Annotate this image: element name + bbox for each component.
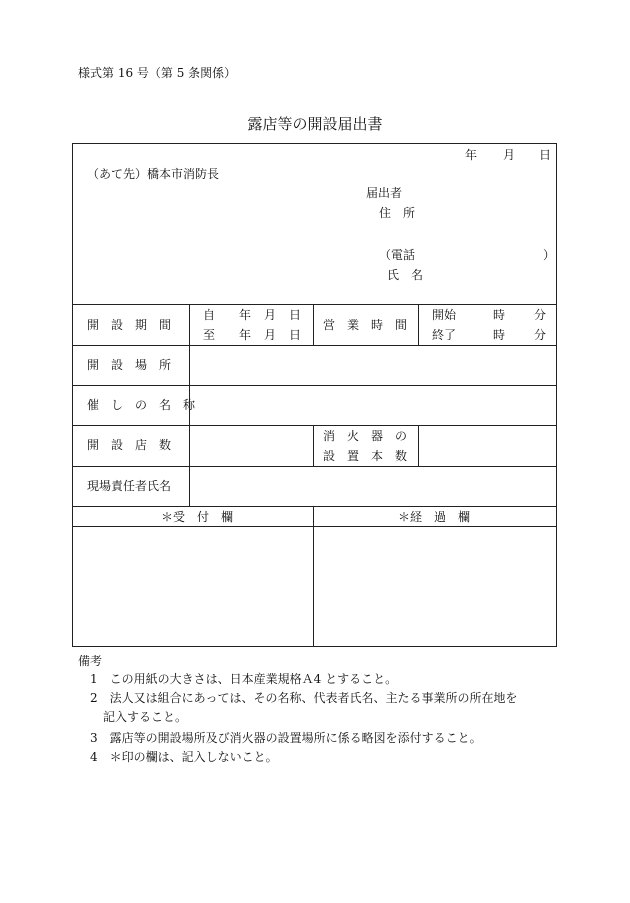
- hours-end-minute: 分: [534, 328, 547, 342]
- period-from-label: 自: [203, 308, 216, 322]
- row-divider: [73, 345, 556, 346]
- column-divider: [313, 506, 314, 646]
- period-to-day: 日: [289, 328, 302, 342]
- location-label: 開 設 場 所: [87, 358, 172, 372]
- progress-box-label: ＊経 過 欄: [398, 510, 471, 524]
- period-label: 開 設 期 間: [87, 318, 172, 332]
- period-to-label: 至: [203, 328, 216, 342]
- phone-close-label: ）: [543, 248, 556, 262]
- event-name-label: 催 し の 名 称: [87, 398, 196, 412]
- hours-start-hour: 時: [493, 308, 506, 322]
- extinguisher-label-line2: 設 置 本 数: [323, 449, 408, 463]
- row-divider: [73, 425, 556, 426]
- phone-open-label: （電話: [379, 248, 416, 262]
- date-month-label: 月: [503, 148, 516, 162]
- form-table: [72, 143, 557, 647]
- column-divider: [418, 304, 419, 345]
- page-title: 露店等の開設届出書: [247, 115, 383, 133]
- row-divider: [73, 506, 556, 507]
- column-divider: [418, 425, 419, 466]
- hours-start-label: 開始: [432, 308, 457, 322]
- note-item: 3 露店等の開設場所及び消火器の設置場所に係る略図を添付すること。: [90, 731, 482, 745]
- form-number: 様式第 16 号（第 5 条関係）: [78, 66, 237, 80]
- manager-label: 現場責任者氏名: [87, 479, 172, 493]
- row-divider: [73, 385, 556, 386]
- date-year-label: 年: [465, 148, 478, 162]
- row-divider: [73, 526, 556, 527]
- reception-box-label: ＊受 付 欄: [161, 510, 234, 524]
- note-item: 記入すること。: [103, 710, 188, 724]
- hours-label: 営 業 時 間: [323, 318, 408, 332]
- row-divider: [73, 304, 556, 305]
- hours-end-hour: 時: [493, 328, 506, 342]
- name-label: 氏 名: [387, 268, 424, 282]
- hours-end-label: 終了: [432, 328, 457, 342]
- row-divider: [73, 466, 556, 467]
- addressee: （あて先）橋本市消防長: [87, 167, 220, 181]
- period-from-year: 年: [239, 308, 252, 322]
- applicant-label: 届出者: [366, 186, 403, 200]
- address-label: 住 所: [379, 206, 416, 220]
- hours-start-minute: 分: [534, 308, 547, 322]
- note-item: 2 法人又は組合にあっては、その名称、代表者氏名、主たる事業所の所在地を: [90, 691, 518, 705]
- note-item: 4 ＊印の欄は、記入しないこと。: [90, 750, 278, 764]
- column-divider: [313, 304, 314, 345]
- date-day-label: 日: [539, 148, 552, 162]
- store-count-label: 開 設 店 数: [87, 438, 172, 452]
- period-from-day: 日: [289, 308, 302, 322]
- extinguisher-label-line1: 消 火 器 の: [323, 429, 408, 443]
- period-to-year: 年: [239, 328, 252, 342]
- column-divider: [313, 425, 314, 466]
- period-to-month: 月: [264, 328, 277, 342]
- note-item: 1 この用紙の大きさは、日本産業規格Ａ4 とすること。: [90, 672, 398, 686]
- period-from-month: 月: [264, 308, 277, 322]
- notes-heading: 備考: [78, 654, 103, 668]
